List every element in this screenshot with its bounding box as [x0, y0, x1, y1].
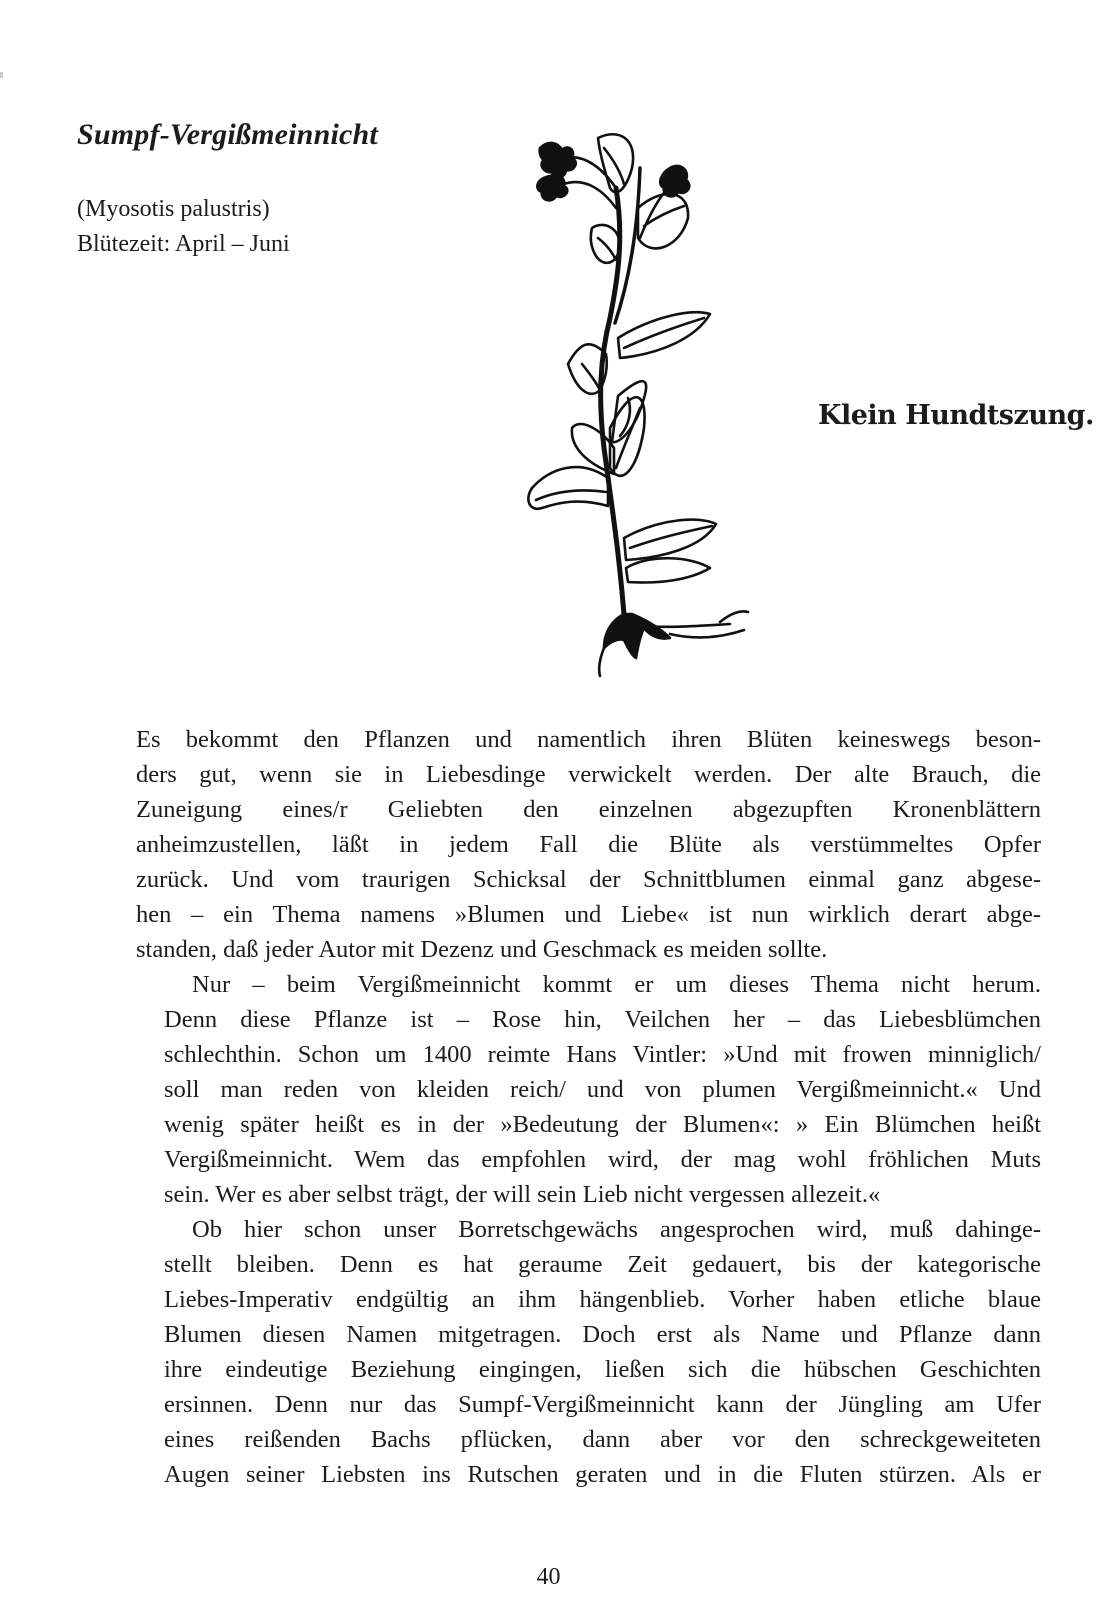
text-line: Zuneigung eines/r Geliebten den einzelnen abgezupften Kronenblättern [136, 796, 1041, 823]
paragraph-3 [136, 1212, 1041, 1492]
text-line: stellt bleiben. Denn es hat geraume Zeit gedauert, bis der kategorische [164, 1251, 1041, 1278]
forget-me-not-woodcut-illustration [520, 128, 780, 688]
text-line: standen, daß jeder Autor mit Dezenz und Geschmack es meiden sollte. [136, 936, 828, 963]
latin-name: (Myosotis palustris) [77, 196, 270, 222]
bloom-time: Blütezeit: April – Juni [77, 231, 290, 257]
scan-mark [0, 72, 3, 78]
text-line: eines reißenden Bachs pflücken, dann aber vor den schreckgeweiteten [164, 1426, 1041, 1453]
text-line: Vergißmeinnicht. Wem das empfohlen wird, der mag wohl fröhlichen Muts [164, 1146, 1041, 1173]
illustration-caption: Klein Hundtszung. [818, 400, 1094, 431]
text-line: Ob hier schon unser Borretschgewächs angesprochen wird, muß dahinge- [192, 1216, 1041, 1243]
text-line: Nur – beim Vergißmeinnicht kommt er um dieses Thema nicht herum. [192, 971, 1041, 998]
text-line: Liebes-Imperativ endgültig an ihm hängenblieb. Vorher haben etliche blaue [164, 1286, 1041, 1313]
text-line: ihre eindeutige Beziehung eingingen, ließen sich die hübschen Geschichten [164, 1356, 1041, 1383]
paragraph-2 [136, 967, 1041, 1212]
page-number: 40 [536, 1564, 561, 1590]
text-line: Augen seiner Liebsten ins Rutschen geraten und in die Fluten stürzen. Als er [164, 1461, 1041, 1488]
text-line: sein. Wer es aber selbst trägt, der will sein Lieb nicht vergessen allezeit.« [164, 1181, 881, 1208]
text-line: hen – ein Thema namens »Blumen und Liebe« ist nun wirklich derart abge- [136, 901, 1041, 928]
page-title: Sumpf-Vergißmeinnicht [77, 118, 378, 151]
text-line: zurück. Und vom traurigen Schicksal der Schnittblumen einmal ganz abgese- [136, 866, 1041, 893]
text-line: wenig später heißt es in der »Bedeutung der Blumen«: » Ein Blümchen heißt [164, 1111, 1041, 1138]
text-line: soll man reden von kleiden reich/ und von plumen Vergißmeinnicht.« Und [164, 1076, 1041, 1103]
paragraph-1 [136, 722, 1041, 967]
text-line: Denn diese Pflanze ist – Rose hin, Veilchen her – das Liebesblümchen [164, 1006, 1041, 1033]
text-line: Blumen diesen Namen mitgetragen. Doch erst als Name und Pflanze dann [164, 1321, 1041, 1348]
body-text [136, 722, 1041, 1492]
text-line: schlechthin. Schon um 1400 reimte Hans Vintler: »Und mit frowen minniglich/ [164, 1041, 1041, 1068]
text-line: ders gut, wenn sie in Liebesdinge verwickelt werden. Der alte Brauch, die [136, 761, 1041, 788]
text-line: ersinnen. Denn nur das Sumpf-Vergißmeinnicht kann der Jüngling am Ufer [164, 1391, 1041, 1418]
text-line: Es bekommt den Pflanzen und namentlich ihren Blüten keineswegs beson- [136, 726, 1041, 753]
plant-details [77, 192, 290, 262]
text-line: anheimzustellen, läßt in jedem Fall die Blüte als verstümmeltes Opfer [136, 831, 1041, 858]
